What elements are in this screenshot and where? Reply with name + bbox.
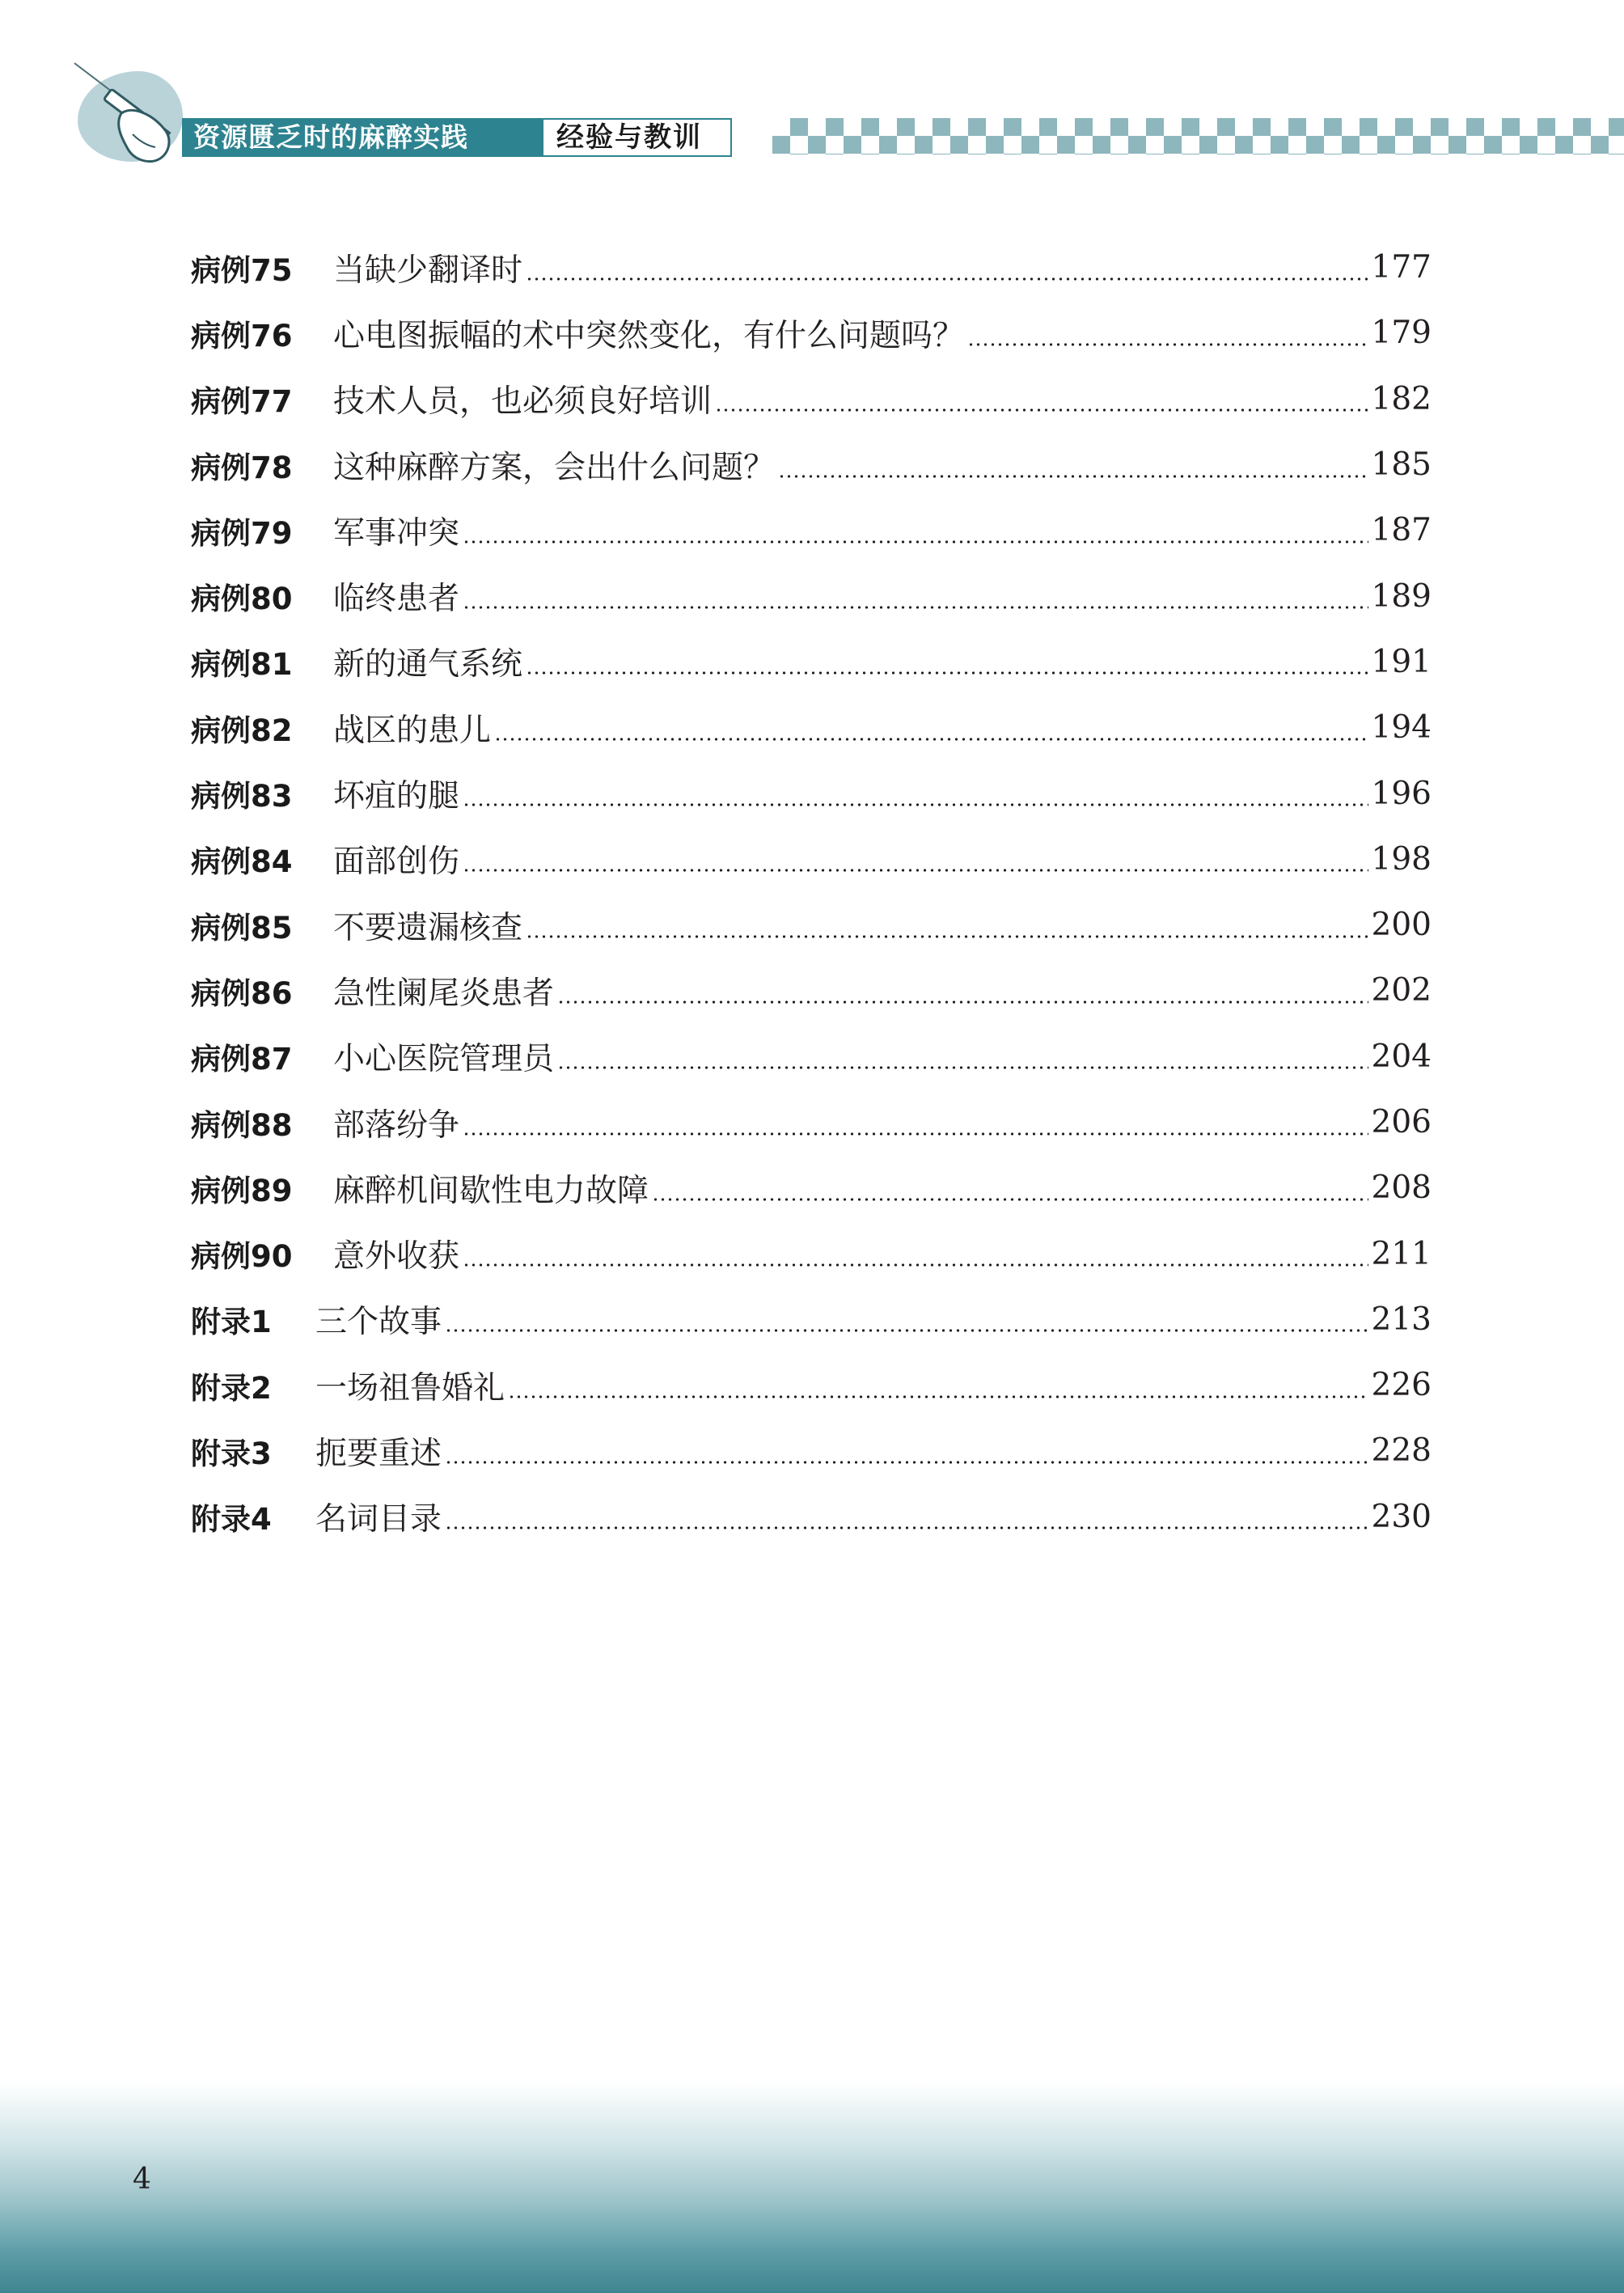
toc-entry-page: 189 bbox=[1371, 577, 1432, 615]
toc-entry-page: 182 bbox=[1371, 380, 1432, 417]
toc-dot-leader bbox=[445, 1328, 1368, 1333]
toc-entry[interactable] bbox=[191, 695, 1432, 760]
toc-entry-label: 附录2 bbox=[191, 1370, 272, 1406]
toc-entry-page: 179 bbox=[1371, 315, 1432, 352]
toc-entry-label: 病例81 bbox=[191, 647, 293, 683]
toc-entry-label: 附录3 bbox=[191, 1436, 272, 1471]
toc-entry-title: 面部创伤 bbox=[333, 844, 460, 881]
toc-entry-label: 附录4 bbox=[191, 1502, 272, 1538]
toc-entry-page: 177 bbox=[1371, 249, 1432, 286]
toc-entry[interactable] bbox=[191, 1352, 1432, 1418]
toc-dot-leader bbox=[526, 934, 1368, 939]
toc-entry[interactable] bbox=[191, 300, 1432, 366]
toc-entry-page: 202 bbox=[1371, 972, 1432, 1009]
toc-entry-title: 当缺少翻译时 bbox=[333, 252, 523, 289]
toc-entry-label: 病例86 bbox=[191, 975, 293, 1011]
toc-entry-title: 名词目录 bbox=[315, 1501, 442, 1538]
toc-entry-title: 军事冲突 bbox=[333, 514, 460, 552]
toc-entry-label: 病例85 bbox=[191, 910, 293, 946]
toc-dot-leader bbox=[652, 1197, 1368, 1202]
toc-entry-label: 病例80 bbox=[191, 582, 293, 617]
toc-entry-page: 228 bbox=[1371, 1432, 1432, 1470]
toc-entry[interactable] bbox=[191, 1221, 1432, 1286]
toc-entry-page: 198 bbox=[1371, 840, 1432, 878]
toc-entry-page: 196 bbox=[1371, 775, 1432, 812]
toc-entry-label: 病例84 bbox=[191, 844, 293, 880]
book-subtitle: 经验与教训 bbox=[542, 118, 732, 157]
toc-entry-page: 194 bbox=[1371, 709, 1432, 747]
toc-entry[interactable] bbox=[191, 432, 1432, 497]
toc-entry[interactable] bbox=[191, 760, 1432, 826]
toc-entry-label: 病例78 bbox=[191, 450, 293, 485]
toc-entry-title: 扼要重述 bbox=[315, 1435, 442, 1472]
toc-dot-leader bbox=[508, 1394, 1368, 1399]
toc-dot-leader bbox=[715, 408, 1368, 412]
toc-entry-label: 病例87 bbox=[191, 1042, 293, 1077]
toc-dot-leader bbox=[494, 737, 1368, 742]
toc-dot-leader bbox=[463, 1132, 1368, 1136]
toc-entry-title: 这种麻醉方案，会出什么问题？ bbox=[333, 449, 776, 486]
toc-entry-title: 意外收获 bbox=[333, 1238, 460, 1276]
toc-entry-title: 急性阑尾炎患者 bbox=[333, 975, 555, 1012]
toc-entry[interactable] bbox=[191, 1024, 1432, 1089]
toc-entry-page: 187 bbox=[1371, 512, 1432, 549]
toc-entry[interactable] bbox=[191, 1155, 1432, 1221]
toc-dot-leader bbox=[463, 868, 1368, 873]
toc-entry[interactable] bbox=[191, 235, 1432, 300]
toc-entry-page: 230 bbox=[1371, 1498, 1432, 1535]
toc-entry-label: 病例77 bbox=[191, 384, 293, 420]
toc-entry[interactable] bbox=[191, 629, 1432, 695]
syringe-hand-icon bbox=[65, 57, 194, 170]
toc-entry[interactable] bbox=[191, 1287, 1432, 1352]
toc-entry-title: 技术人员，也必须良好培训 bbox=[333, 383, 713, 421]
toc-entry-title: 小心医院管理员 bbox=[333, 1041, 555, 1078]
toc-entry-title: 三个故事 bbox=[315, 1304, 442, 1341]
toc-entry-label: 病例75 bbox=[191, 252, 293, 288]
toc-entry-title: 战区的患儿 bbox=[333, 712, 492, 749]
toc-dot-leader bbox=[463, 539, 1368, 544]
toc-entry-label: 病例89 bbox=[191, 1173, 293, 1208]
toc-entry-label: 病例83 bbox=[191, 779, 293, 814]
toc-entry[interactable] bbox=[191, 1089, 1432, 1155]
toc-entry[interactable] bbox=[191, 1484, 1432, 1550]
footer-gradient-band bbox=[0, 2083, 1624, 2293]
toc-entry-title: 新的通气系统 bbox=[333, 646, 523, 683]
toc-entry-page: 200 bbox=[1371, 907, 1432, 944]
toc-entry-page: 185 bbox=[1371, 446, 1432, 484]
toc-entry-page: 206 bbox=[1371, 1104, 1432, 1140]
book-title: 资源匮乏时的麻醉实践 bbox=[182, 118, 542, 157]
toc-entry-page: 208 bbox=[1371, 1170, 1432, 1207]
toc-dot-leader bbox=[967, 342, 1368, 347]
toc-entry[interactable] bbox=[191, 366, 1432, 432]
toc-dot-leader bbox=[463, 605, 1368, 610]
toc-entry-label: 病例76 bbox=[191, 318, 293, 353]
toc-dot-leader bbox=[445, 1525, 1368, 1530]
toc-entry[interactable] bbox=[191, 958, 1432, 1023]
toc-entry-title: 心电图振幅的术中突然变化，有什么问题吗？ bbox=[333, 317, 965, 354]
toc-dot-leader bbox=[445, 1460, 1368, 1465]
toc-entry-title: 部落纷争 bbox=[333, 1106, 460, 1144]
toc-entry-label: 病例82 bbox=[191, 713, 293, 748]
toc-entry-page: 213 bbox=[1371, 1301, 1432, 1338]
toc-entry-label: 病例79 bbox=[191, 515, 293, 551]
toc-entry-title: 临终患者 bbox=[333, 581, 460, 618]
toc-entry-label: 附录1 bbox=[191, 1305, 272, 1340]
toc-dot-leader bbox=[778, 474, 1368, 479]
toc-entry-page: 204 bbox=[1371, 1038, 1432, 1075]
toc-entry[interactable] bbox=[191, 892, 1432, 958]
toc-entry-label: 病例88 bbox=[191, 1107, 293, 1143]
toc-entry-title: 坏疽的腿 bbox=[333, 778, 460, 815]
toc-dot-leader bbox=[526, 671, 1368, 675]
toc-entry-page: 211 bbox=[1371, 1235, 1432, 1272]
page-header bbox=[0, 0, 1624, 174]
toc-dot-leader bbox=[526, 277, 1368, 281]
toc-entry-label: 病例90 bbox=[191, 1239, 293, 1275]
toc-entry-page: 191 bbox=[1371, 643, 1432, 680]
toc-entry[interactable] bbox=[191, 827, 1432, 892]
toc-entry[interactable] bbox=[191, 1418, 1432, 1483]
toc-entry[interactable] bbox=[191, 563, 1432, 628]
toc-dot-leader bbox=[557, 1065, 1368, 1070]
toc-dot-leader bbox=[463, 1263, 1368, 1267]
toc-entry-page: 226 bbox=[1371, 1367, 1432, 1404]
toc-dot-leader bbox=[463, 802, 1368, 807]
table-of-contents bbox=[191, 235, 1432, 1550]
toc-entry[interactable] bbox=[191, 497, 1432, 563]
page-number: 4 bbox=[133, 2163, 151, 2196]
checker-pattern-band bbox=[772, 118, 1624, 154]
toc-entry-title: 麻醉机间歇性电力故障 bbox=[333, 1172, 649, 1209]
toc-entry-title: 一场祖鲁婚礼 bbox=[315, 1369, 505, 1407]
toc-entry-title: 不要遗漏核查 bbox=[333, 909, 523, 946]
toc-dot-leader bbox=[557, 1000, 1368, 1005]
